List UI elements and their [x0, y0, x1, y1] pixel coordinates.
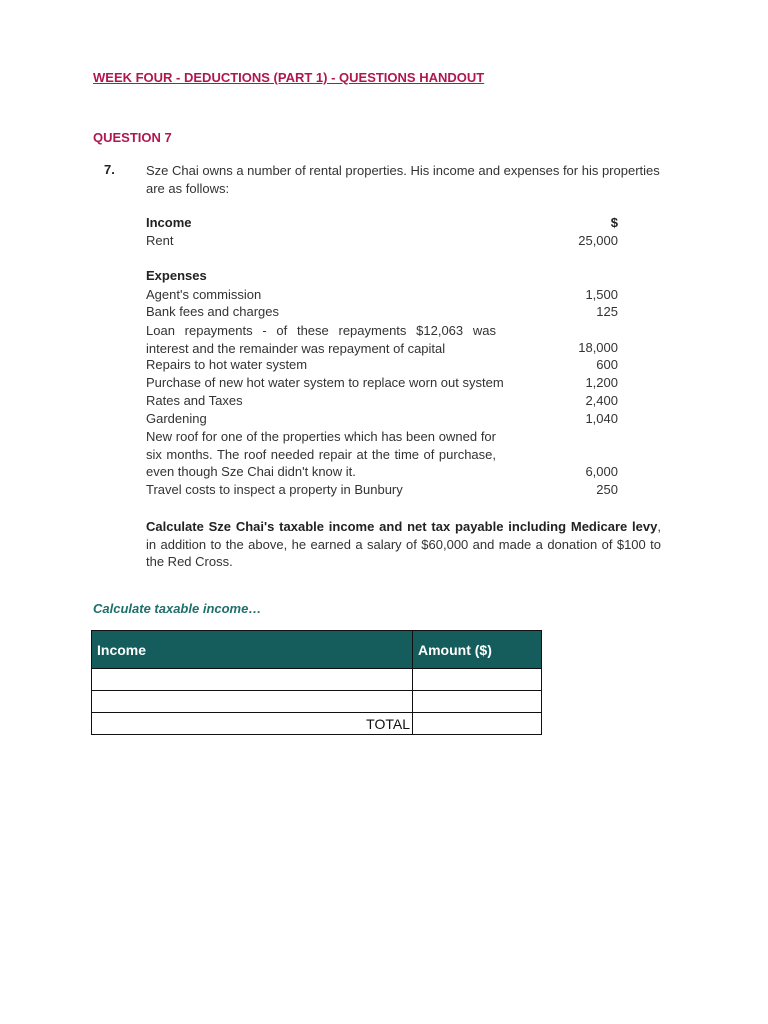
expense-item-label: Purchase of new hot water system to replace worn out system [146, 375, 504, 390]
income-cell[interactable] [92, 691, 413, 713]
expense-item-label: Bank fees and charges [146, 304, 279, 319]
amount-cell[interactable] [413, 691, 542, 713]
total-row [92, 713, 542, 735]
expense-item-label: Rates and Taxes [146, 393, 243, 408]
total-amount-cell[interactable] [413, 713, 542, 735]
question-instruction [146, 518, 661, 571]
expense-item-label: Loan repayments - of these repayments $12,063 was interest and the remainder was repayment of capital [146, 323, 496, 356]
income-item-label: Rent [146, 233, 174, 248]
expense-item-amount: 1,040 [585, 411, 618, 426]
page-title: WEEK FOUR - DEDUCTIONS (PART 1) - QUESTIONS HANDOUT [93, 70, 485, 85]
total-label: TOTAL [92, 713, 413, 735]
worksheet-label: Calculate taxable income… [93, 601, 262, 616]
instruction-detail: , in addition to the above, he earned a salary of $60,000 and made a donation of $100 to the Red Cross. [146, 519, 661, 569]
table-header-row [92, 631, 542, 669]
expense-item-label: Repairs to hot water system [146, 357, 308, 372]
expense-item-amount: 125 [596, 304, 618, 319]
question-intro: Sze Chai owns a number of rental properties. His income and expenses for his properties are as follows: [146, 163, 660, 196]
income-column-header: Income [92, 631, 413, 669]
question-heading: QUESTION 7 [93, 130, 172, 145]
question-number: 7. [104, 162, 115, 177]
taxable-income-table [91, 630, 542, 735]
table-row [92, 669, 542, 691]
instruction-emphasis: Calculate Sze Chai's taxable income and net tax payable including Medicare levy [146, 519, 658, 534]
income-heading: Income [146, 215, 192, 230]
expense-item-label: Agent's commission [146, 287, 262, 302]
expense-item-amount: 600 [596, 357, 618, 372]
expense-item-label: Gardening [146, 411, 207, 426]
expense-item-amount: 250 [596, 482, 618, 497]
table-row [92, 691, 542, 713]
expense-item-amount: 6,000 [585, 464, 618, 479]
amount-cell[interactable] [413, 669, 542, 691]
expense-item-amount: 18,000 [578, 340, 618, 355]
currency-heading: $ [610, 215, 618, 230]
income-cell[interactable] [92, 669, 413, 691]
income-item-amount: 25,000 [578, 233, 618, 248]
expense-item-amount: 1,500 [585, 287, 618, 302]
expense-item-amount: 2,400 [585, 393, 618, 408]
expense-item-amount: 1,200 [585, 375, 618, 390]
amount-column-header: Amount ($) [413, 631, 542, 669]
expenses-heading: Expenses [146, 268, 207, 283]
expense-item-label: Travel costs to inspect a property in Bunbury [146, 482, 403, 497]
expense-item-label: New roof for one of the properties which has been owned for six months. The roof needed repair at the time of purchase, even though Sze Chai didn't know it. [146, 429, 496, 479]
